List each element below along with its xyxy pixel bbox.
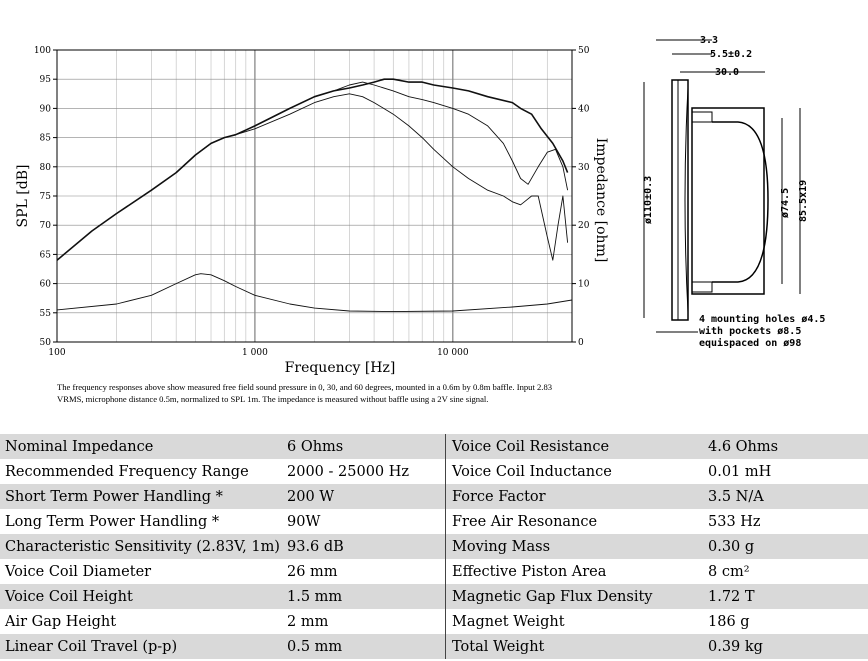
spec-value: 3.5 N/A (703, 484, 868, 509)
note-mounting-holes: 4 mounting holes ø4.5 (699, 314, 826, 325)
y-axis-label: SPL [dB] (15, 164, 31, 228)
y-tick-label: 90 (39, 104, 51, 115)
spec-value: 26 mm (282, 559, 446, 584)
y-tick-label: 60 (39, 279, 51, 290)
spec-value: 4.6 Ohms (703, 434, 868, 459)
chart-grid (57, 50, 572, 342)
spec-value: 0.39 kg (703, 634, 868, 659)
flange-top (692, 112, 712, 122)
spec-label: Magnet Weight (452, 613, 565, 630)
spec-label: Linear Coil Travel (p-p) (0, 634, 282, 659)
chart-caption: The frequency responses above show measured free field sound pressure in 0, 30, and 60 degrees, mounted in a 0.6m by 0.8m baffle. Input 2.83 VRMS, microphone distance 0.5m, normalized to SPL 1m. The impedance is measured without baffle using a 2V sine signal. (57, 382, 553, 404)
spec-label: Voice Coil Inductance (452, 463, 612, 480)
y-tick-label: 85 (39, 133, 51, 144)
table-row (0, 609, 868, 634)
note-pockets: with pockets ø8.5 (699, 326, 802, 337)
spec-value: 533 Hz (708, 513, 761, 530)
y-tick-label: 80 (39, 162, 51, 173)
spec-value: 2000 - 25000 Hz (282, 459, 446, 484)
spec-value: 1.72 T (703, 584, 868, 609)
x-ticks (48, 348, 468, 358)
spec-label: Moving Mass (446, 534, 704, 559)
spec-value: 0.01 mH (708, 463, 772, 480)
dim-label-74-5: ø74.5 (780, 187, 791, 218)
series-line-30-deg (176, 82, 567, 190)
y-tick-label: 70 (39, 221, 51, 232)
dim-label-30: 30.0 (715, 67, 740, 78)
dim-label-3-3: 3.3 (700, 35, 719, 46)
spec-label: Free Air Resonance (452, 513, 598, 530)
dim-label-110: ø110±0.3 (643, 175, 654, 224)
y2-tick-label: 0 (578, 338, 584, 348)
spec-label: Force Factor (446, 484, 704, 509)
spec-label: Long Term Power Handling * (5, 513, 220, 530)
spec-label: Recommended Frequency Range (5, 463, 249, 480)
y2-tick-label: 40 (578, 104, 590, 115)
y2-tick-label: 30 (578, 162, 590, 173)
spec-value: 6 Ohms (282, 434, 446, 459)
note-equispaced: equispaced on ø98 (699, 338, 802, 349)
x-axis-label: Frequency [Hz] (284, 360, 396, 376)
y-tick-label: 75 (39, 192, 51, 202)
spec-value: 0.5 mm (282, 634, 446, 659)
mechanical-drawing (620, 28, 860, 358)
magnet-body-outline (692, 108, 764, 294)
y-tick-label: 95 (39, 75, 51, 86)
table-row (0, 484, 868, 509)
spec-value: 90W (282, 509, 446, 534)
spec-value: 93.6 dB (282, 534, 446, 559)
y-ticks (34, 46, 57, 348)
table-row (0, 559, 868, 584)
table-row (0, 584, 868, 609)
table-row (0, 434, 868, 459)
spec-value: 186 g (708, 613, 750, 630)
spec-value: 1.5 mm (282, 584, 446, 609)
spec-label: Voice Coil Height (0, 584, 282, 609)
y2-axis-label: Impedance [ohm] (593, 137, 609, 263)
specifications-table (0, 434, 868, 659)
spec-label: Total Weight (446, 634, 704, 659)
front-plate-outline (672, 80, 688, 320)
y2-tick-label: 50 (578, 46, 590, 56)
spec-value: 200 W (282, 484, 446, 509)
y-tick-label: 50 (39, 338, 51, 348)
spec-label: Magnetic Gap Flux Density (446, 584, 704, 609)
y-tick-label: 100 (33, 46, 51, 56)
table-row (0, 509, 868, 534)
frequency-response-chart (0, 0, 620, 380)
table-row (0, 534, 868, 559)
y-tick-label: 55 (39, 308, 51, 319)
spec-label: Characteristic Sensitivity (2.83V, 1m) (0, 534, 282, 559)
y2-tick-label: 20 (578, 221, 590, 232)
spec-label: Air Gap Height (5, 613, 117, 630)
dim-label-85-5: 85.5x19 (798, 179, 809, 222)
y2-tick-label: 10 (578, 279, 590, 290)
spec-label: Effective Piston Area (452, 563, 607, 580)
flange-bottom (692, 282, 712, 292)
y-tick-label: 65 (39, 250, 51, 261)
spec-value: 0.30 g (703, 534, 868, 559)
x-tick-label: 1 000 (242, 348, 268, 358)
series-line-60-deg (176, 94, 567, 260)
series-line-0-deg (57, 79, 568, 260)
rear-cap-profile (712, 122, 768, 282)
y2-ticks (572, 46, 590, 348)
dim-label-5-5: 5.5±0.2 (710, 49, 753, 60)
table-row (0, 634, 868, 659)
spec-label: Voice Coil Diameter (5, 563, 152, 580)
spec-label: Voice Coil Resistance (446, 434, 704, 459)
x-tick-label: 10 000 (437, 348, 469, 358)
x-tick-label: 100 (48, 348, 66, 358)
spec-label: Nominal Impedance (0, 434, 282, 459)
spec-label: Short Term Power Handling * (0, 484, 282, 509)
table-row (0, 459, 868, 484)
spec-value: 8 cm² (708, 563, 750, 580)
spec-value: 2 mm (282, 609, 446, 634)
